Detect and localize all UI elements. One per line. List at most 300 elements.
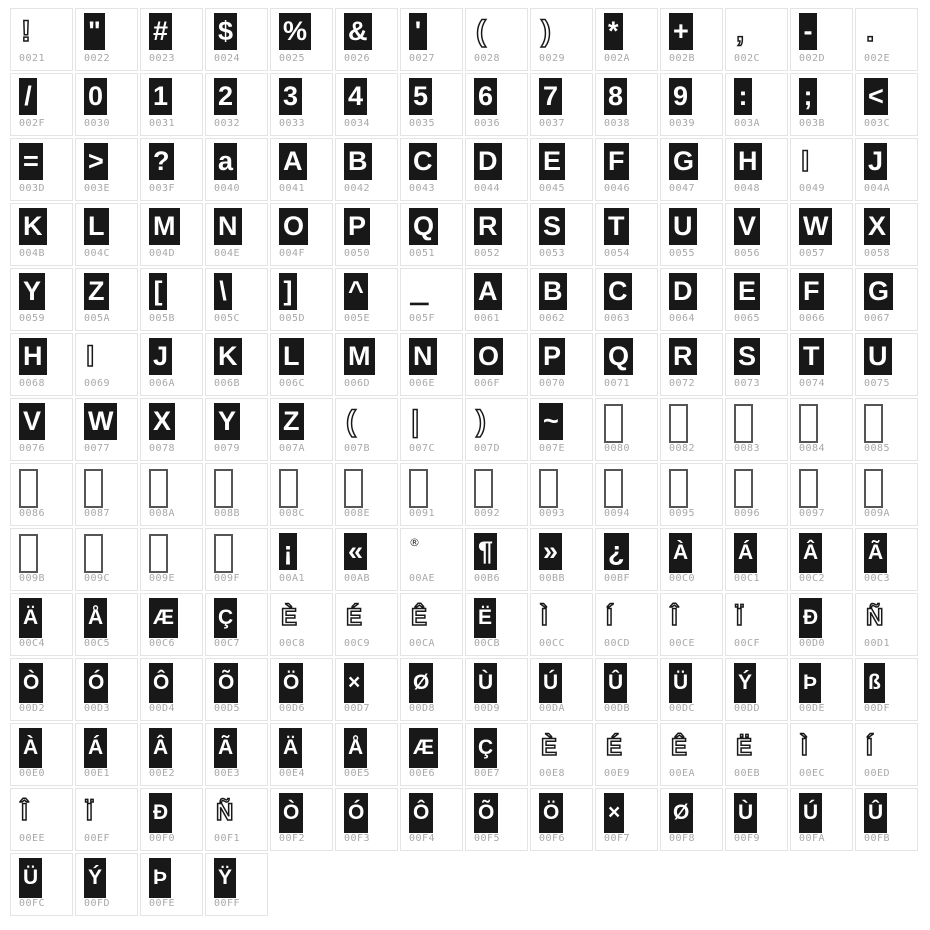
- glyph: Ç: [214, 598, 237, 639]
- glyph-cell-0061[interactable]: [465, 268, 528, 331]
- glyph-cell-0059[interactable]: [10, 268, 73, 331]
- glyph-cell-002F[interactable]: [10, 73, 73, 136]
- glyph-cell-004A[interactable]: [855, 138, 918, 201]
- glyph: ¿: [604, 533, 629, 574]
- glyph: [864, 468, 883, 509]
- glyph-cell-00F8[interactable]: [660, 788, 723, 851]
- glyph-cell-0064[interactable]: [660, 268, 723, 331]
- glyph-cell-00FE[interactable]: [140, 853, 203, 916]
- glyph: B: [539, 273, 567, 314]
- codepoint-label: 00D0: [799, 638, 826, 649]
- codepoint-label: 00FD: [84, 898, 111, 909]
- glyph-cell-0033[interactable]: [270, 73, 333, 136]
- glyph: Q: [409, 208, 438, 249]
- glyph-cell-0086[interactable]: [10, 463, 73, 526]
- glyph-cell-003F[interactable]: [140, 138, 203, 201]
- glyph-cell-0072[interactable]: [660, 333, 723, 396]
- glyph-cell-00EA[interactable]: [660, 723, 723, 786]
- glyph-cell-00F6[interactable]: [530, 788, 593, 851]
- glyph-cell-00D5[interactable]: [205, 658, 268, 721]
- glyph-cell-0079[interactable]: [205, 398, 268, 461]
- glyph-cell-00FD[interactable]: [75, 853, 138, 916]
- glyph-cell-00C1[interactable]: [725, 528, 788, 591]
- glyph: Ð: [149, 793, 172, 834]
- codepoint-label: 00DF: [864, 703, 891, 714]
- glyph: J: [864, 143, 887, 184]
- glyph: S: [734, 338, 760, 379]
- glyph: [799, 403, 818, 444]
- codepoint-label: 0026: [344, 53, 371, 64]
- glyph-cell-00C4[interactable]: [10, 593, 73, 656]
- glyph-cell-0080[interactable]: [595, 398, 658, 461]
- glyph-cell-0058[interactable]: [855, 203, 918, 266]
- glyph-cell-00AB[interactable]: [335, 528, 398, 591]
- glyph: (: [346, 405, 356, 438]
- codepoint-label: 00DD: [734, 703, 761, 714]
- glyph-cell-006E[interactable]: [400, 333, 463, 396]
- codepoint-label: 009F: [214, 573, 241, 584]
- glyph-cell-00D4[interactable]: [140, 658, 203, 721]
- glyph-cell-00F4[interactable]: [400, 788, 463, 851]
- glyph-cell-0030[interactable]: [75, 73, 138, 136]
- glyph: [214, 468, 233, 509]
- glyph-cell-005F[interactable]: [400, 268, 463, 331]
- glyph-cell-0023[interactable]: [140, 8, 203, 71]
- glyph: /: [19, 78, 37, 119]
- glyph-cell-005A[interactable]: [75, 268, 138, 331]
- glyph: [84, 533, 103, 574]
- codepoint-label: 0064: [669, 313, 696, 324]
- glyph-cell-0065[interactable]: [725, 268, 788, 331]
- glyph: Û: [604, 663, 627, 704]
- glyph-cell-00FA[interactable]: [790, 788, 853, 851]
- glyph-cell-00D6[interactable]: [270, 658, 333, 721]
- glyph-cell-0083[interactable]: [725, 398, 788, 461]
- glyph-cell-008B[interactable]: [205, 463, 268, 526]
- glyph: G: [669, 143, 698, 184]
- glyph: \: [214, 273, 232, 314]
- glyph-cell-00DA[interactable]: [530, 658, 593, 721]
- glyph-cell-00E7[interactable]: [465, 723, 528, 786]
- glyph-cell-00E3[interactable]: [205, 723, 268, 786]
- codepoint-label: 00A1: [279, 573, 306, 584]
- glyph-cell-00E4[interactable]: [270, 723, 333, 786]
- glyph-cell-004D[interactable]: [140, 203, 203, 266]
- codepoint-label: 0052: [474, 248, 501, 259]
- glyph-cell-004C[interactable]: [75, 203, 138, 266]
- codepoint-label: 00CC: [539, 638, 566, 649]
- glyph-cell-007A[interactable]: [270, 398, 333, 461]
- glyph-cell-0040[interactable]: [205, 138, 268, 201]
- glyph-cell-0050[interactable]: [335, 203, 398, 266]
- glyph-cell-00F1[interactable]: [205, 788, 268, 851]
- glyph-cell-00C9[interactable]: [335, 593, 398, 656]
- glyph-cell-006C[interactable]: [270, 333, 333, 396]
- glyph-cell-00ED[interactable]: [855, 723, 918, 786]
- glyph: P: [539, 338, 565, 379]
- codepoint-label: 0050: [344, 248, 371, 259]
- codepoint-label: 0074: [799, 378, 826, 389]
- glyph-cell-0032[interactable]: [205, 73, 268, 136]
- codepoint-label: 0040: [214, 183, 241, 194]
- codepoint-label: 00AB: [344, 573, 371, 584]
- glyph: 2: [214, 78, 237, 119]
- codepoint-label: 0053: [539, 248, 566, 259]
- glyph-cell-005D[interactable]: [270, 268, 333, 331]
- glyph-cell-0075[interactable]: [855, 333, 918, 396]
- glyph-cell-002B[interactable]: [660, 8, 723, 71]
- codepoint-label: 00FC: [19, 898, 46, 909]
- codepoint-label: 0048: [734, 183, 761, 194]
- glyph-cell-0066[interactable]: [790, 268, 853, 331]
- glyph-cell-00F9[interactable]: [725, 788, 788, 851]
- codepoint-label: 00EC: [799, 768, 826, 779]
- codepoint-label: 0025: [279, 53, 306, 64]
- glyph-cell-002C[interactable]: [725, 8, 788, 71]
- glyph-cell-00CB[interactable]: [465, 593, 528, 656]
- glyph-cell-00F2[interactable]: [270, 788, 333, 851]
- glyph: F: [799, 273, 824, 314]
- glyph: M: [149, 208, 180, 249]
- glyph-cell-00DB[interactable]: [595, 658, 658, 721]
- glyph-cell-00AE[interactable]: [400, 528, 463, 591]
- codepoint-label: 005E: [344, 313, 371, 324]
- glyph-cell-00A1[interactable]: [270, 528, 333, 591]
- glyph-cell-003D[interactable]: [10, 138, 73, 201]
- glyph-cell-0076[interactable]: [10, 398, 73, 461]
- glyph-cell-0070[interactable]: [530, 333, 593, 396]
- glyph-cell-0054[interactable]: [595, 203, 658, 266]
- codepoint-label: 003E: [84, 183, 111, 194]
- glyph-cell-00DE[interactable]: [790, 658, 853, 721]
- glyph-cell-003A[interactable]: [725, 73, 788, 136]
- codepoint-label: 005D: [279, 313, 306, 324]
- glyph: Ö: [539, 793, 563, 834]
- glyph-cell-00EE[interactable]: [10, 788, 73, 851]
- glyph-cell-00C3[interactable]: [855, 528, 918, 591]
- glyph-cell-0097[interactable]: [790, 463, 853, 526]
- glyph-cell-006D[interactable]: [335, 333, 398, 396]
- codepoint-label: 0039: [669, 118, 696, 129]
- codepoint-label: 00E0: [19, 768, 46, 779]
- glyph-cell-00CE[interactable]: [660, 593, 723, 656]
- glyph-cell-00D0[interactable]: [790, 593, 853, 656]
- glyph-cell-00EC[interactable]: [790, 723, 853, 786]
- glyph-cell-0049[interactable]: [790, 138, 853, 201]
- codepoint-label: 006F: [474, 378, 501, 389]
- codepoint-label: 004F: [279, 248, 306, 259]
- glyph-cell-00BF[interactable]: [595, 528, 658, 591]
- glyph-grid: [10, 8, 918, 916]
- glyph-cell-0084[interactable]: [790, 398, 853, 461]
- glyph-cell-0091[interactable]: [400, 463, 463, 526]
- glyph-cell-0068[interactable]: [10, 333, 73, 396]
- glyph: Z: [279, 403, 304, 444]
- glyph: .: [866, 15, 875, 48]
- glyph-cell-0069[interactable]: [75, 333, 138, 396]
- glyph-cell-005B[interactable]: [140, 268, 203, 331]
- glyph-cell-0048[interactable]: [725, 138, 788, 201]
- codepoint-label: 0036: [474, 118, 501, 129]
- glyph-cell-00EB[interactable]: [725, 723, 788, 786]
- codepoint-label: 0043: [409, 183, 436, 194]
- glyph-cell-00C6[interactable]: [140, 593, 203, 656]
- codepoint-label: 0092: [474, 508, 501, 519]
- glyph-cell-00FF[interactable]: [205, 853, 268, 916]
- codepoint-label: 0067: [864, 313, 891, 324]
- glyph-cell-0043[interactable]: [400, 138, 463, 201]
- codepoint-label: 002C: [734, 53, 761, 64]
- glyph-cell-0095[interactable]: [660, 463, 723, 526]
- glyph-cell-004E[interactable]: [205, 203, 268, 266]
- glyph-cell-0042[interactable]: [335, 138, 398, 201]
- glyph-cell-0039[interactable]: [660, 73, 723, 136]
- glyph-cell-0087[interactable]: [75, 463, 138, 526]
- glyph: 0: [84, 78, 107, 119]
- glyph: 5: [409, 78, 432, 119]
- glyph: R: [474, 208, 502, 249]
- glyph-cell-007E[interactable]: [530, 398, 593, 461]
- glyph-cell-005E[interactable]: [335, 268, 398, 331]
- glyph-cell-00DF[interactable]: [855, 658, 918, 721]
- glyph-cell-00EF[interactable]: [75, 788, 138, 851]
- glyph-cell-0036[interactable]: [465, 73, 528, 136]
- glyph: Å: [344, 728, 367, 769]
- glyph-cell-0077[interactable]: [75, 398, 138, 461]
- glyph-cell-00F3[interactable]: [335, 788, 398, 851]
- glyph-cell-00DC[interactable]: [660, 658, 723, 721]
- glyph-cell-006F[interactable]: [465, 333, 528, 396]
- glyph-cell-0073[interactable]: [725, 333, 788, 396]
- glyph-cell-0047[interactable]: [660, 138, 723, 201]
- glyph-cell-00D7[interactable]: [335, 658, 398, 721]
- glyph-cell-0056[interactable]: [725, 203, 788, 266]
- codepoint-label: 0084: [799, 443, 826, 454]
- glyph: Á: [734, 533, 757, 574]
- glyph-cell-00E8[interactable]: [530, 723, 593, 786]
- glyph-cell-002A[interactable]: [595, 8, 658, 71]
- glyph: C: [409, 143, 437, 184]
- glyph-cell-0094[interactable]: [595, 463, 658, 526]
- glyph-cell-00D1[interactable]: [855, 593, 918, 656]
- glyph-cell-0038[interactable]: [595, 73, 658, 136]
- glyph-cell-0063[interactable]: [595, 268, 658, 331]
- glyph: H: [19, 338, 47, 379]
- glyph-cell-00CC[interactable]: [530, 593, 593, 656]
- glyph-cell-0046[interactable]: [595, 138, 658, 201]
- glyph-cell-0021[interactable]: [10, 8, 73, 71]
- codepoint-label: 0086: [19, 508, 46, 519]
- codepoint-label: 0085: [864, 443, 891, 454]
- glyph-cell-0025[interactable]: [270, 8, 333, 71]
- glyph-cell-009C[interactable]: [75, 528, 138, 591]
- glyph: Í: [866, 734, 873, 761]
- glyph-cell-00E6[interactable]: [400, 723, 463, 786]
- codepoint-label: 0082: [669, 443, 696, 454]
- glyph: ×: [344, 663, 364, 704]
- glyph-cell-00E0[interactable]: [10, 723, 73, 786]
- codepoint-label: 00E7: [474, 768, 501, 779]
- glyph-cell-0074[interactable]: [790, 333, 853, 396]
- glyph-cell-009B[interactable]: [10, 528, 73, 591]
- glyph-cell-0062[interactable]: [530, 268, 593, 331]
- glyph-cell-0071[interactable]: [595, 333, 658, 396]
- glyph: R: [669, 338, 697, 379]
- glyph-cell-004F[interactable]: [270, 203, 333, 266]
- glyph-cell-00CD[interactable]: [595, 593, 658, 656]
- glyph-cell-004B[interactable]: [10, 203, 73, 266]
- glyph: [214, 533, 233, 574]
- glyph-cell-006A[interactable]: [140, 333, 203, 396]
- glyph-cell-0053[interactable]: [530, 203, 593, 266]
- glyph-cell-005C[interactable]: [205, 268, 268, 331]
- glyph-cell-0092[interactable]: [465, 463, 528, 526]
- glyph-cell-0044[interactable]: [465, 138, 528, 201]
- glyph-cell-0052[interactable]: [465, 203, 528, 266]
- glyph-cell-0029[interactable]: [530, 8, 593, 71]
- codepoint-label: 006A: [149, 378, 176, 389]
- glyph-cell-003E[interactable]: [75, 138, 138, 201]
- glyph: G: [864, 273, 893, 314]
- glyph: J: [149, 338, 172, 379]
- glyph-cell-002E[interactable]: [855, 8, 918, 71]
- glyph-cell-0028[interactable]: [465, 8, 528, 71]
- glyph-cell-00FC[interactable]: [10, 853, 73, 916]
- codepoint-label: 004E: [214, 248, 241, 259]
- glyph-cell-003B[interactable]: [790, 73, 853, 136]
- glyph-cell-00BB[interactable]: [530, 528, 593, 591]
- glyph-cell-007D[interactable]: [465, 398, 528, 461]
- glyph-cell-00CA[interactable]: [400, 593, 463, 656]
- glyph: ®: [409, 536, 420, 549]
- glyph: ): [541, 15, 551, 48]
- codepoint-label: 002B: [669, 53, 696, 64]
- glyph-cell-008C[interactable]: [270, 463, 333, 526]
- glyph: -: [799, 13, 817, 54]
- glyph-cell-0085[interactable]: [855, 398, 918, 461]
- glyph-cell-0037[interactable]: [530, 73, 593, 136]
- codepoint-label: 00D7: [344, 703, 371, 714]
- glyph: Ó: [344, 793, 368, 834]
- codepoint-label: 0068: [19, 378, 46, 389]
- codepoint-label: 00F5: [474, 833, 501, 844]
- glyph-cell-0067[interactable]: [855, 268, 918, 331]
- glyph-cell-00C0[interactable]: [660, 528, 723, 591]
- glyph-cell-00D2[interactable]: [10, 658, 73, 721]
- codepoint-label: 0056: [734, 248, 761, 259]
- glyph-cell-00CF[interactable]: [725, 593, 788, 656]
- glyph: ]: [279, 273, 297, 314]
- glyph-cell-00E1[interactable]: [75, 723, 138, 786]
- codepoint-label: 0042: [344, 183, 371, 194]
- codepoint-label: 0027: [409, 53, 436, 64]
- glyph-cell-0057[interactable]: [790, 203, 853, 266]
- glyph-cell-0024[interactable]: [205, 8, 268, 71]
- glyph-cell-00D9[interactable]: [465, 658, 528, 721]
- codepoint-label: 00D2: [19, 703, 46, 714]
- glyph-cell-0031[interactable]: [140, 73, 203, 136]
- glyph-cell-00D8[interactable]: [400, 658, 463, 721]
- codepoint-label: 0057: [799, 248, 826, 259]
- glyph-cell-009F[interactable]: [205, 528, 268, 591]
- glyph-cell-00C7[interactable]: [205, 593, 268, 656]
- glyph-cell-0022[interactable]: [75, 8, 138, 71]
- glyph: Û: [864, 793, 887, 834]
- glyph-cell-008E[interactable]: [335, 463, 398, 526]
- glyph-cell-00B6[interactable]: [465, 528, 528, 591]
- glyph: À: [669, 533, 692, 574]
- glyph-cell-00E5[interactable]: [335, 723, 398, 786]
- glyph-cell-00F7[interactable]: [595, 788, 658, 851]
- glyph-cell-00C8[interactable]: [270, 593, 333, 656]
- codepoint-label: 0059: [19, 313, 46, 324]
- glyph-cell-00E9[interactable]: [595, 723, 658, 786]
- codepoint-label: 008B: [214, 508, 241, 519]
- glyph-cell-00F0[interactable]: [140, 788, 203, 851]
- glyph-cell-0026[interactable]: [335, 8, 398, 71]
- glyph-cell-006B[interactable]: [205, 333, 268, 396]
- glyph-cell-0027[interactable]: [400, 8, 463, 71]
- glyph-cell-0082[interactable]: [660, 398, 723, 461]
- glyph-cell-007B[interactable]: [335, 398, 398, 461]
- glyph-cell-0093[interactable]: [530, 463, 593, 526]
- glyph: «: [344, 533, 367, 574]
- glyph-cell-003C[interactable]: [855, 73, 918, 136]
- glyph: I: [801, 145, 810, 178]
- glyph-cell-008A[interactable]: [140, 463, 203, 526]
- glyph-cell-002D[interactable]: [790, 8, 853, 71]
- glyph-cell-00E2[interactable]: [140, 723, 203, 786]
- glyph-cell-0045[interactable]: [530, 138, 593, 201]
- glyph: [734, 403, 753, 444]
- codepoint-label: 00E4: [279, 768, 306, 779]
- glyph: Ä: [19, 598, 42, 639]
- codepoint-label: 004A: [864, 183, 891, 194]
- glyph-cell-00F5[interactable]: [465, 788, 528, 851]
- glyph-cell-0051[interactable]: [400, 203, 463, 266]
- glyph-cell-00FB[interactable]: [855, 788, 918, 851]
- glyph: ×: [604, 793, 624, 834]
- codepoint-label: 0097: [799, 508, 826, 519]
- codepoint-label: 006D: [344, 378, 371, 389]
- glyph-cell-00C2[interactable]: [790, 528, 853, 591]
- glyph-cell-009E[interactable]: [140, 528, 203, 591]
- glyph-cell-0034[interactable]: [335, 73, 398, 136]
- glyph-cell-00DD[interactable]: [725, 658, 788, 721]
- codepoint-label: 00F2: [279, 833, 306, 844]
- codepoint-label: 00FB: [864, 833, 891, 844]
- glyph-cell-0041[interactable]: [270, 138, 333, 201]
- glyph: S: [539, 208, 565, 249]
- glyph: a: [214, 143, 237, 184]
- glyph: _: [411, 275, 428, 308]
- glyph: |: [411, 405, 420, 438]
- glyph-cell-00C5[interactable]: [75, 593, 138, 656]
- codepoint-label: 00D5: [214, 703, 241, 714]
- glyph-cell-0096[interactable]: [725, 463, 788, 526]
- glyph-cell-009A[interactable]: [855, 463, 918, 526]
- glyph-cell-0078[interactable]: [140, 398, 203, 461]
- glyph-cell-0055[interactable]: [660, 203, 723, 266]
- glyph: Þ: [149, 858, 171, 899]
- glyph-cell-00D3[interactable]: [75, 658, 138, 721]
- glyph-cell-007C[interactable]: [400, 398, 463, 461]
- codepoint-label: 0047: [669, 183, 696, 194]
- glyph: A: [279, 143, 307, 184]
- glyph-cell-0035[interactable]: [400, 73, 463, 136]
- glyph: Ø: [669, 793, 693, 834]
- glyph: <: [864, 78, 888, 119]
